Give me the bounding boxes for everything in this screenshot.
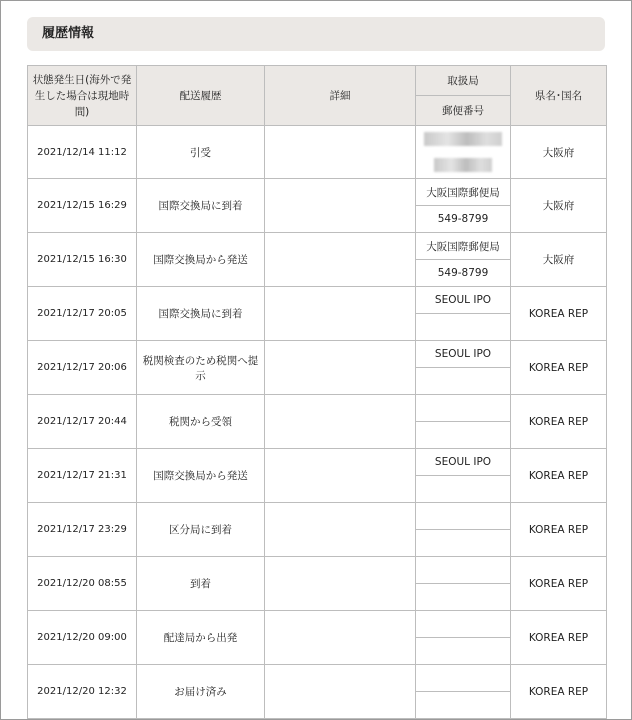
status-cell: 区分局に到着 xyxy=(137,503,265,557)
detail-cell xyxy=(265,341,416,395)
status-cell: 税関から受領 xyxy=(137,395,265,449)
detail-cell xyxy=(265,287,416,341)
detail-cell xyxy=(265,126,416,179)
postal-code-cell xyxy=(416,638,511,665)
region-cell: 大阪府 xyxy=(511,233,607,287)
office-cell xyxy=(416,611,511,638)
header-date: 状態発生日(海外で発生した場合は現地時間) xyxy=(28,66,137,126)
postal-code-cell xyxy=(416,422,511,449)
table-row xyxy=(28,665,607,692)
postal-code-cell: 549-8799 xyxy=(416,206,511,233)
region-cell: KOREA REP xyxy=(511,665,607,719)
table-row xyxy=(28,341,607,368)
table-row xyxy=(28,395,607,422)
detail-cell xyxy=(265,557,416,611)
region-cell: KOREA REP xyxy=(511,395,607,449)
header-office: 取扱局 xyxy=(416,66,511,96)
detail-cell xyxy=(265,503,416,557)
status-cell: 引受 xyxy=(137,126,265,179)
table-row xyxy=(28,179,607,206)
date-cell: 2021/12/20 09:00 xyxy=(28,611,137,665)
date-cell: 2021/12/17 21:31 xyxy=(28,449,137,503)
table-row xyxy=(28,503,607,530)
status-cell: お届け済み xyxy=(137,665,265,719)
office-cell xyxy=(416,126,511,153)
region-cell: KOREA REP xyxy=(511,503,607,557)
section-title: 履歴情報 xyxy=(27,17,605,51)
date-cell: 2021/12/20 08:55 xyxy=(28,557,137,611)
postal-code-cell: 549-8799 xyxy=(416,260,511,287)
date-cell: 2021/12/20 12:32 xyxy=(28,665,137,719)
table-row xyxy=(28,449,607,476)
office-cell xyxy=(416,395,511,422)
region-cell: KOREA REP xyxy=(511,287,607,341)
table-row xyxy=(28,233,607,260)
date-cell: 2021/12/15 16:29 xyxy=(28,179,137,233)
postal-code-cell xyxy=(416,584,511,611)
status-cell: 国際交換局に到着 xyxy=(137,179,265,233)
status-cell: 到着 xyxy=(137,557,265,611)
date-cell: 2021/12/17 20:44 xyxy=(28,395,137,449)
postal-code-cell xyxy=(416,692,511,719)
postal-code-cell xyxy=(416,476,511,503)
postal-code-cell xyxy=(416,314,511,341)
table-row xyxy=(28,126,607,153)
postal-code-cell xyxy=(416,152,511,179)
table-row xyxy=(28,557,607,584)
region-cell: KOREA REP xyxy=(511,341,607,395)
history-rows xyxy=(28,126,607,719)
office-cell xyxy=(416,665,511,692)
office-cell: SEOUL IPO xyxy=(416,287,511,314)
header-detail: 詳細 xyxy=(265,66,416,126)
postal-code-cell xyxy=(416,530,511,557)
header-status: 配送履歴 xyxy=(137,66,265,126)
status-cell: 国際交換局から発送 xyxy=(137,449,265,503)
region-cell: KOREA REP xyxy=(511,611,607,665)
date-cell: 2021/12/17 20:06 xyxy=(28,341,137,395)
office-cell xyxy=(416,557,511,584)
date-cell: 2021/12/17 20:05 xyxy=(28,287,137,341)
date-cell: 2021/12/15 16:30 xyxy=(28,233,137,287)
date-cell: 2021/12/17 23:29 xyxy=(28,503,137,557)
detail-cell xyxy=(265,233,416,287)
status-cell: 国際交換局に到着 xyxy=(137,287,265,341)
office-cell: SEOUL IPO xyxy=(416,341,511,368)
status-cell: 税関検査のため税関へ提示 xyxy=(137,341,265,395)
region-cell: KOREA REP xyxy=(511,557,607,611)
header-region: 県名･国名 xyxy=(511,66,607,126)
history-table xyxy=(27,65,607,719)
detail-cell xyxy=(265,395,416,449)
status-cell: 配達局から出発 xyxy=(137,611,265,665)
region-cell: KOREA REP xyxy=(511,449,607,503)
region-cell: 大阪府 xyxy=(511,179,607,233)
detail-cell xyxy=(265,449,416,503)
table-row xyxy=(28,287,607,314)
office-cell xyxy=(416,503,511,530)
region-cell: 大阪府 xyxy=(511,126,607,179)
postal-code-cell xyxy=(416,368,511,395)
redacted-postal-blur xyxy=(434,158,492,172)
table-row xyxy=(28,611,607,638)
office-cell: 大阪国際郵便局 xyxy=(416,233,511,260)
redacted-office-blur xyxy=(424,132,502,146)
detail-cell xyxy=(265,665,416,719)
date-cell: 2021/12/14 11:12 xyxy=(28,126,137,179)
header-postal-code: 郵便番号 xyxy=(416,96,511,126)
office-cell: SEOUL IPO xyxy=(416,449,511,476)
detail-cell xyxy=(265,611,416,665)
detail-cell xyxy=(265,179,416,233)
status-cell: 国際交換局から発送 xyxy=(137,233,265,287)
office-cell: 大阪国際郵便局 xyxy=(416,179,511,206)
